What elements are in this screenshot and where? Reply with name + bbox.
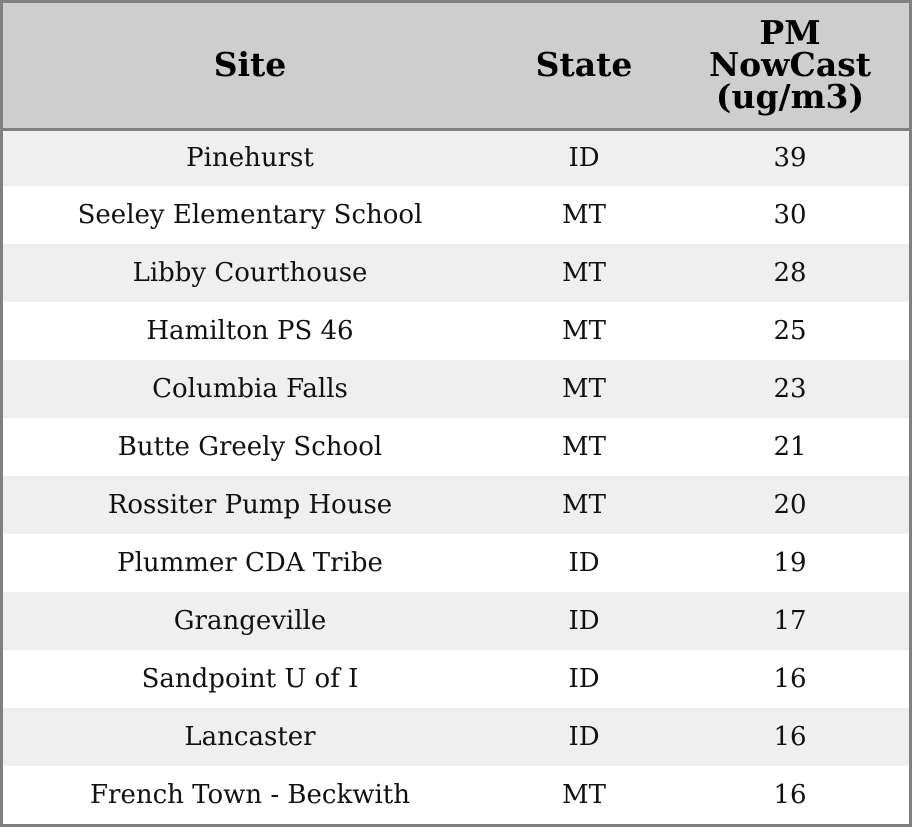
cell-site: Columbia Falls (152, 374, 348, 404)
cell-state: ID (568, 143, 600, 174)
cell-pm-nowcast: 19 (773, 548, 807, 578)
cell-state: ID (568, 722, 600, 752)
table-row (3, 766, 909, 824)
header-pm-line3: (ug/m3) (715, 77, 865, 117)
cell-site: Lancaster (184, 722, 316, 752)
cell-site: Pinehurst (186, 143, 314, 174)
cell-state: ID (568, 664, 600, 694)
header-state: State (497, 3, 671, 129)
header-site: Site (3, 3, 497, 129)
cell-state: MT (562, 258, 606, 288)
header-pm-line1: PM (759, 13, 821, 53)
cell-pm-nowcast: 16 (773, 780, 807, 810)
header-pm-nowcast (671, 3, 909, 129)
table-row (3, 708, 909, 766)
cell-site: Libby Courthouse (132, 258, 368, 288)
cell-pm-nowcast: 30 (773, 200, 807, 230)
cell-pm-nowcast: 20 (773, 490, 807, 520)
cell-state: ID (568, 606, 600, 636)
cell-state: MT (562, 316, 606, 346)
table-row (3, 476, 909, 534)
table-row (3, 534, 909, 592)
cell-state: MT (562, 374, 606, 404)
cell-site: Butte Greely School (117, 432, 383, 462)
cell-site: Sandpoint U of I (141, 664, 359, 694)
header-row (3, 3, 909, 129)
cell-state: MT (562, 432, 606, 462)
table-header (3, 3, 909, 129)
header-pm-line2: NowCast (708, 45, 872, 85)
table-row (3, 129, 909, 186)
cell-site: Grangeville (173, 606, 327, 636)
cell-pm-nowcast: 21 (773, 432, 807, 462)
table-row (3, 592, 909, 650)
cell-site: Seeley Elementary School (77, 200, 423, 230)
table-row (3, 360, 909, 418)
cell-pm-nowcast: 28 (773, 258, 807, 288)
cell-pm-nowcast: 16 (773, 664, 807, 694)
cell-site: Plummer CDA Tribe (117, 548, 383, 578)
cell-pm-nowcast: 39 (773, 143, 807, 174)
cell-state: MT (562, 200, 606, 230)
cell-state: MT (562, 780, 606, 810)
cell-pm-nowcast: 16 (773, 722, 807, 752)
cell-state: ID (568, 548, 600, 578)
cell-pm-nowcast: 23 (773, 374, 807, 404)
cell-site: French Town - Beckwith (89, 780, 411, 810)
table-body (3, 129, 909, 824)
cell-pm-nowcast: 17 (773, 606, 807, 636)
table-row (3, 650, 909, 708)
table-row (3, 302, 909, 360)
table-row (3, 186, 909, 244)
cell-site: Rossiter Pump House (107, 490, 393, 520)
cell-site: Hamilton PS 46 (146, 316, 354, 346)
table-row (3, 244, 909, 302)
pm-nowcast-table (3, 3, 909, 824)
cell-pm-nowcast: 25 (773, 316, 807, 346)
table-row (3, 418, 909, 476)
cell-state: MT (562, 490, 606, 520)
